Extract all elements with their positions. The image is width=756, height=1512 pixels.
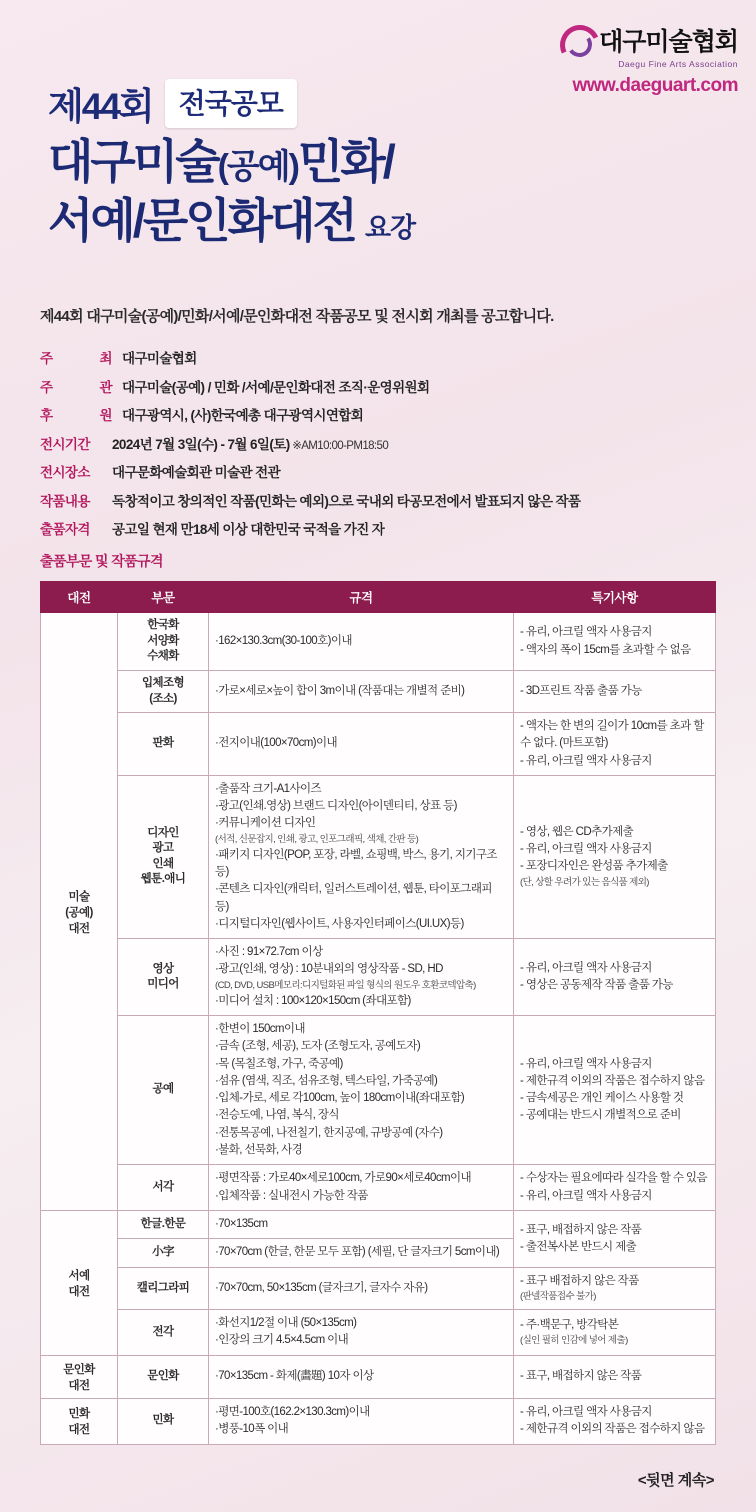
table-row [41, 671, 716, 713]
title-line1-craft: (공예) [217, 148, 298, 186]
competition-cell: 문인화 대전 [41, 1355, 118, 1398]
info-row [40, 490, 720, 510]
info-row [40, 518, 720, 538]
note-line: (판넬작품접수 불가) [520, 1290, 596, 1302]
spec-line: ·70×135cm [215, 1218, 268, 1231]
note-cell [514, 671, 716, 713]
col-spec: 규격 [209, 582, 514, 613]
table-row [41, 1211, 716, 1239]
note-line: - 주·백문구, 방각탁본 [520, 1318, 619, 1331]
spec-line: ·섬유 (염색, 직조, 섬유조형, 텍스타일, 가죽공예) [215, 1074, 438, 1087]
spec-line: ·화선지1/2절 이내 (50×135cm) [215, 1317, 357, 1330]
association-name-english: Daegu Fine Arts Association [618, 59, 738, 69]
note-line: - 포장디자인은 완성품 추가제출 [520, 860, 668, 873]
note-cell [514, 775, 716, 938]
spec-cell [209, 713, 514, 776]
note-cell [514, 1267, 716, 1310]
spec-line: ·전통목공예, 나전칠기, 한지공예, 규방공예 (자수) [215, 1126, 443, 1139]
spec-line: ·목 (목칠조형, 가구, 죽공예) [215, 1057, 343, 1070]
spec-cell [209, 1310, 514, 1356]
spec-cell [209, 1211, 514, 1239]
spec-cell [209, 939, 514, 1016]
division-cell: 디자인 광고 인쇄 웹툰.애니 [118, 775, 209, 938]
poster-title [48, 76, 415, 247]
note-line: - 유리, 아크릴 액자 사용금지 [520, 1405, 652, 1418]
note-cell [514, 939, 716, 1016]
spec-line: ·입체작품 : 실내전시 가능한 작품 [215, 1189, 368, 1202]
note-line: - 유리, 아크릴 액자 사용금지 [520, 1057, 652, 1070]
table-row [41, 1310, 716, 1356]
note-cell [514, 1165, 716, 1211]
edition-number: 제44회 [48, 86, 153, 127]
info-row [40, 404, 720, 424]
info-row [40, 347, 720, 367]
info-value: 대구광역시, (사)한국예총 대구광역시연합회 [122, 408, 364, 423]
note-cell [514, 613, 716, 671]
competition-cell: 민화 대전 [41, 1398, 118, 1444]
table-row [41, 1355, 716, 1398]
note-line: - 출전복사본 반드시 제출 [520, 1240, 637, 1253]
spec-cell [209, 1398, 514, 1444]
spec-cell [209, 1165, 514, 1211]
note-cell [514, 1310, 716, 1356]
title-line2-text: 서예/문인화대전 [48, 193, 355, 247]
division-cell: 공예 [118, 1016, 209, 1165]
note-line: - 유리, 아크릴 액자 사용금지 [520, 843, 652, 856]
spec-line: (서적, 신문잡지, 인쇄, 광고, 인포그래픽, 색채, 간판 등) [215, 833, 419, 845]
table-row [41, 1165, 716, 1211]
table-body [41, 613, 716, 1445]
spec-line: ·전지이내(100×70cm)이내 [215, 737, 337, 750]
website-url[interactable]: www.daeguart.com [572, 75, 738, 96]
division-cell: 小字 [118, 1239, 209, 1267]
spec-cell [209, 775, 514, 938]
title-line1-a: 대구미술 [48, 135, 218, 188]
info-label: 전시장소 [40, 465, 90, 480]
table-row [41, 775, 716, 938]
table-row [41, 713, 716, 776]
info-value: 대구미술(공예) / 민화 /서예/문인화대전 조직·운영위원회 [122, 379, 430, 395]
note-line: - 공예대는 반드시 개별적으로 준비 [520, 1109, 681, 1122]
note-line: - 표구, 배접하지 않은 작품 [520, 1369, 642, 1382]
title-line-1 [48, 136, 415, 189]
division-cell: 캘리그라피 [118, 1267, 209, 1310]
spec-line: ·인장의 크기 4.5×4.5cm 이내 [215, 1334, 349, 1347]
table-row [41, 1267, 716, 1310]
note-line: - 제한규격 이외의 작품은 접수하지 않음 [520, 1423, 705, 1436]
association-logo-icon [558, 23, 592, 57]
spec-line: ·불화, 선묵화, 사경 [215, 1143, 303, 1156]
competition-cell: 서예 대전 [41, 1211, 118, 1356]
categories-table [40, 581, 716, 1445]
division-cell: 민화 [118, 1398, 209, 1444]
spec-cell [209, 671, 514, 713]
note-line: (실인 필히 인감에 넣어 제출) [520, 1334, 628, 1346]
spec-line: ·금속 (조형, 세공), 도자 (조형도자, 공예도자) [215, 1040, 421, 1053]
note-line: - 유리, 아크릴 액자 사용금지 [520, 754, 652, 767]
spec-line: ·미디어 설치 : 100×120×150cm (좌대포함) [215, 994, 411, 1007]
spec-cell [209, 1355, 514, 1398]
division-cell: 영상 미디어 [118, 939, 209, 1016]
spec-line: ·입체-가로, 세로 각100cm, 높이 180cm이내(좌대포함) [215, 1092, 465, 1105]
info-value: 대구문화예술회관 미술관 전관 [112, 465, 281, 480]
table-row [41, 1016, 716, 1165]
title-line-2 [48, 195, 415, 248]
spec-line: ·70×135cm - 화제(畵題) 10자 이상 [215, 1369, 374, 1382]
title-suffix: 요강 [364, 212, 416, 243]
info-label: 작품내용 [40, 493, 90, 509]
spec-line: ·평면-100호(162.2×130.3cm)이내 [215, 1405, 370, 1418]
spec-line: ·광고(인쇄.영상) 브랜드 디자인(아이덴티티, 상표 등) [215, 800, 457, 813]
note-line: - 영상은 공동제작 작품 출품 가능 [520, 979, 673, 992]
note-cell [514, 1016, 716, 1165]
info-label: 후 원 [40, 408, 112, 423]
note-line: - 수상자는 필요에따라 실각을 할 수 있음 [520, 1172, 707, 1185]
division-cell: 한국화 서양화 수채화 [118, 613, 209, 671]
note-cell [514, 1355, 716, 1398]
note-line: - 유리, 아크릴 액자 사용금지 [520, 1189, 652, 1202]
info-row [40, 433, 720, 453]
division-cell: 서각 [118, 1165, 209, 1211]
spec-line: ·커뮤니케이션 디자인 [215, 817, 316, 830]
lead-paragraph: 제44회 대구미술(공예)/민화/서예/문인화대전 작품공모 및 전시회 개최를 공고합니다. [40, 308, 554, 325]
spec-cell [209, 1239, 514, 1267]
info-row [40, 461, 720, 481]
table-row [41, 1398, 716, 1444]
division-cell: 한글.한문 [118, 1211, 209, 1239]
spec-line: ·출품작 크기-A1사이즈 [215, 782, 321, 795]
spec-cell [209, 613, 514, 671]
spec-line: ·평면작품 : 가로40×세로100cm, 가로90×세로40cm이내 [215, 1172, 471, 1185]
spec-line: ·디지털디자인(웹사이트, 사용자인터페이스(UI.UX)등) [215, 917, 464, 930]
spec-line: ·패키지 디자인(POP, 포장, 라벨, 쇼핑백, 박스, 용기, 지기구조 등) [215, 848, 497, 879]
section-title: 출품부문 및 작품규격 [40, 553, 163, 569]
note-line: - 금속세공은 개인 케이스 사용할 것 [520, 1092, 684, 1105]
division-cell: 문인화 [118, 1355, 209, 1398]
note-line: - 표구, 배접하지 않은 작품 [520, 1223, 642, 1236]
spec-line: ·70×70cm, 50×135cm (글자크기, 글자수 자유) [215, 1281, 428, 1294]
col-competition: 대전 [41, 582, 118, 613]
note-line: - 표구 배접하지 않은 작품 [520, 1274, 639, 1287]
table-header-row [41, 582, 716, 613]
spec-line: ·사진 : 91×72.7cm 이상 [215, 946, 323, 959]
info-note: ※AM10:00-PM18:50 [289, 439, 389, 452]
association-logo-block [558, 22, 738, 97]
col-notes: 특기사항 [514, 582, 716, 613]
info-value: 공고일 현재 만18세 이상 대한민국 국적을 가진 자 [112, 522, 385, 537]
national-open-call-badge: 전국공모 [165, 79, 297, 128]
spec-line: ·광고(인쇄, 영상) : 10분내외의 영상작품 - SD, HD [215, 963, 443, 976]
note-cell [514, 1398, 716, 1444]
spec-line: (CD, DVD, USB메모리:디지털화된 파일 형식의 원도우 호환코덱압축) [215, 979, 476, 991]
note-line: (단, 상할 우려가 있는 음식품 제외) [520, 876, 649, 888]
spec-line: ·70×70cm (한글, 한문 모두 포함) (세필, 단 글자크기 5cm이내) [215, 1246, 500, 1259]
table-head [41, 582, 716, 613]
title-line1-b: 민화/ [297, 135, 393, 188]
info-value: 2024년 7월 3일(수) - 7월 6일(토) ※AM10:00-PM18:50 [112, 436, 389, 452]
table-row [41, 939, 716, 1016]
note-line: - 영상, 웹은 CD추가제출 [520, 825, 634, 838]
spec-line: ·가로×세로×높이 합이 3m이내 (작품대는 개별적 준비) [215, 684, 465, 697]
info-value: 독창적이고 창의적인 작품(민화는 예외)으로 국내외 타공모전에서 발표되지 않은 작품 [112, 493, 581, 509]
note-line: - 유리, 아크릴 액자 사용금지 [520, 626, 652, 639]
note-line: - 액자의 폭이 15cm를 초과할 수 없음 [520, 643, 691, 656]
info-label: 전시기간 [40, 436, 90, 452]
info-row [40, 376, 720, 396]
spec-cell [209, 1016, 514, 1165]
division-cell: 입체조형 (조소) [118, 671, 209, 713]
note-cell [514, 1211, 716, 1268]
info-label: 주 관 [40, 379, 112, 395]
continued-footer: <뒷면 계속> [637, 1472, 714, 1489]
col-division: 부문 [118, 582, 209, 613]
note-line: - 3D프린트 작품 출품 가능 [520, 684, 642, 697]
spec-line: ·한변이 150cm이내 [215, 1023, 305, 1036]
note-line: - 제한규격 이외의 작품은 접수하지 않음 [520, 1074, 705, 1087]
info-value: 대구미술협회 [122, 351, 197, 366]
note-line: - 유리, 아크릴 액자 사용금지 [520, 961, 652, 974]
division-cell: 판화 [118, 713, 209, 776]
spec-line: ·콘텐츠 디자인(캐릭터, 일러스트레이션, 웹툰, 타이포그래피 등) [215, 883, 492, 913]
competition-cell: 미술 (공예) 대전 [41, 613, 118, 1211]
spec-line: ·162×130.3cm(30-100호)이내 [215, 634, 352, 647]
note-cell [514, 713, 716, 776]
spec-line: ·전승도예, 나염, 복식, 장식 [215, 1109, 339, 1122]
note-line: - 액자는 한 변의 길이가 10cm를 초과 할 수 없다. (마트포함) [520, 720, 704, 750]
info-list [40, 347, 720, 547]
spec-cell [209, 1267, 514, 1310]
division-cell: 전각 [118, 1310, 209, 1356]
info-label: 출품자격 [40, 522, 90, 537]
table-row [41, 613, 716, 671]
info-label: 주 최 [40, 351, 112, 366]
spec-line: ·병풍-10폭 이내 [215, 1423, 289, 1436]
association-name: 대구미술협회 [599, 28, 738, 56]
